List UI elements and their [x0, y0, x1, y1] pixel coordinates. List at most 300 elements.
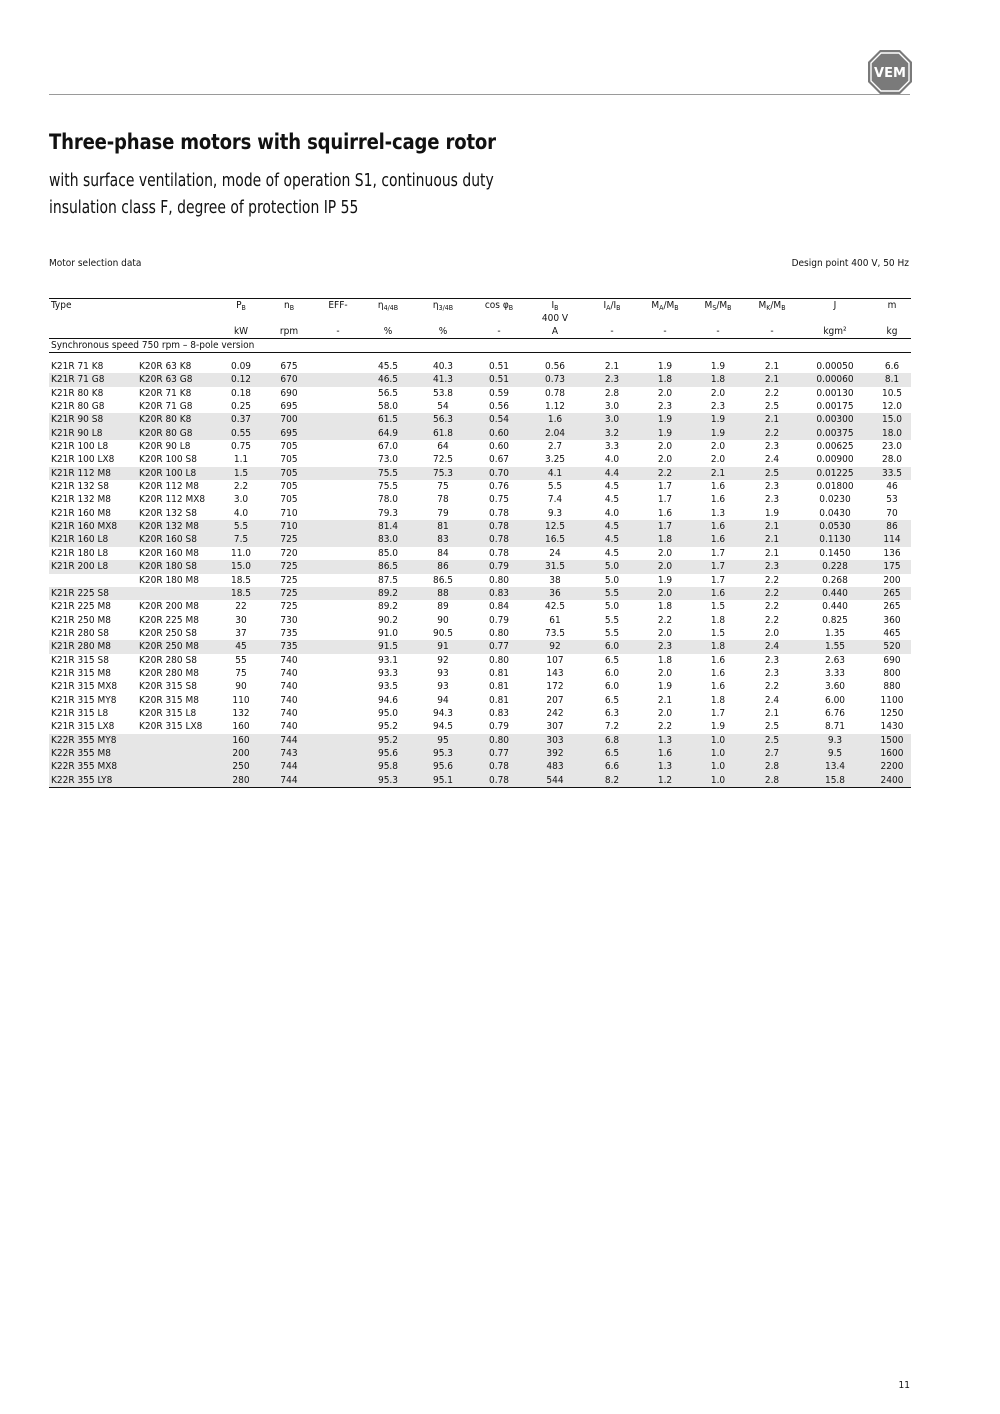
- column-header: [361, 299, 415, 313]
- value-cell: 86: [415, 560, 471, 573]
- value-cell: 1.8: [641, 373, 689, 386]
- column-unit: -: [471, 325, 527, 339]
- column-extra: [219, 312, 263, 325]
- type-cell: K21R 80 K8: [51, 387, 104, 399]
- column-header: [263, 299, 315, 313]
- value-cell: 2.0: [657, 454, 673, 466]
- type-cell: K21R 90 L8: [49, 427, 137, 440]
- value-cell: 1.8: [689, 640, 747, 653]
- value-cell: 91.5: [361, 640, 415, 653]
- value-cell: 1.8: [710, 614, 726, 626]
- value-cell: 0.78: [471, 520, 527, 533]
- value-cell: [315, 467, 361, 480]
- value-cell: 1.5: [710, 627, 726, 639]
- value-cell: 91.0: [377, 627, 399, 639]
- value-cell: 1.2: [641, 774, 689, 788]
- value-cell: 53.8: [432, 387, 454, 399]
- value-cell: 2.0: [657, 441, 673, 453]
- value-cell: 0.81: [488, 681, 510, 693]
- value-cell: 2.2: [747, 427, 797, 440]
- value-cell: 12.0: [881, 401, 903, 413]
- column-subscript: B: [554, 304, 559, 312]
- table-row: [49, 747, 911, 760]
- value-cell: 95.8: [361, 760, 415, 773]
- value-cell: 0.00175: [816, 401, 854, 413]
- table-row: [49, 627, 911, 640]
- column-subscript: S: [712, 304, 717, 312]
- value-cell: [315, 694, 361, 707]
- value-cell: 4.5: [583, 520, 641, 533]
- table-row: [49, 574, 911, 587]
- type-cell: K21R 315 LX8: [51, 721, 115, 733]
- value-cell: 0.70: [471, 467, 527, 480]
- value-cell: 710: [263, 520, 315, 533]
- column-unit: rpm: [263, 325, 315, 339]
- value-cell: 18.5: [230, 574, 252, 586]
- alt-type-cell: K20R 315 L8: [139, 707, 197, 719]
- value-cell: 0.55: [219, 427, 263, 440]
- value-cell: 136: [883, 547, 901, 559]
- column-subscript: B: [616, 304, 621, 312]
- alt-type-cell: K20R 225 M8: [139, 614, 199, 626]
- value-cell: 744: [263, 734, 315, 747]
- value-cell: 5.5: [604, 614, 620, 626]
- value-cell: 79: [437, 507, 449, 519]
- column-subscript: A: [606, 304, 611, 312]
- value-cell: 265: [883, 601, 901, 613]
- value-cell: 0.56: [544, 361, 566, 372]
- value-cell: 1.9: [657, 361, 673, 372]
- value-cell: 8.1: [873, 373, 911, 386]
- value-cell: 544: [527, 774, 583, 788]
- alt-type-cell: K20R 71 K8: [139, 387, 192, 399]
- type-cell: K21R 112 M8: [49, 467, 137, 480]
- value-cell: 1.3: [641, 760, 689, 773]
- value-cell: 2.4: [764, 454, 780, 466]
- value-cell: 695: [263, 427, 315, 440]
- column-unit: [137, 325, 219, 339]
- value-cell: [315, 654, 361, 667]
- alt-type-cell: K20R 315 S8: [139, 681, 197, 693]
- value-cell: 2.5: [764, 721, 780, 733]
- value-cell: 0.0230: [819, 494, 851, 506]
- column-header: [471, 299, 527, 313]
- value-cell: 89: [437, 601, 449, 613]
- value-cell: 1.3: [641, 734, 689, 747]
- column-subscript: B: [727, 304, 732, 312]
- value-cell: 58.0: [377, 401, 399, 413]
- value-cell: 0.79: [488, 614, 510, 626]
- value-cell: 880: [883, 681, 901, 693]
- type-cell: K21R 250 M8: [51, 614, 111, 626]
- value-cell: 37: [235, 627, 247, 639]
- section-row: [49, 339, 911, 353]
- type-cell: K21R 315 M8: [51, 667, 111, 679]
- value-cell: 360: [883, 614, 901, 626]
- column-symbol-tail: /M: [716, 300, 728, 311]
- type-cell: K21R 80 G8: [51, 401, 105, 413]
- value-cell: 705: [280, 494, 298, 506]
- type-cell: K21R 71 G8: [49, 373, 137, 386]
- value-cell: 132: [232, 707, 250, 719]
- column-symbol-tail: /M: [770, 300, 782, 311]
- value-cell: 6.5: [583, 747, 641, 760]
- value-cell: 725: [280, 601, 298, 613]
- column-subscript: 3/4B: [438, 304, 454, 312]
- value-cell: 2.2: [764, 614, 780, 626]
- value-cell: 2.0: [764, 627, 780, 639]
- column-extra: [415, 312, 471, 325]
- column-unit: [49, 325, 137, 339]
- value-cell: 0.00625: [816, 441, 854, 453]
- value-cell: 690: [280, 387, 298, 399]
- column-extra: [689, 312, 747, 325]
- value-cell: 0.78: [471, 760, 527, 773]
- value-cell: 2.0: [657, 547, 673, 559]
- value-cell: 2.1: [764, 707, 780, 719]
- value-cell: 2.5: [764, 401, 780, 413]
- value-cell: 160: [219, 734, 263, 747]
- value-cell: 2.0: [710, 441, 726, 453]
- value-cell: 1.6: [641, 747, 689, 760]
- column-header: [527, 299, 583, 313]
- value-cell: 42.5: [544, 601, 566, 613]
- value-cell: 61: [549, 614, 561, 626]
- type-cell: K21R 132 M8: [51, 494, 111, 506]
- column-unit: kgm²: [797, 325, 873, 339]
- value-cell: 2.2: [657, 614, 673, 626]
- units-row: [49, 325, 911, 339]
- value-cell: 0.12: [219, 373, 263, 386]
- column-subscript: B: [508, 304, 514, 312]
- value-cell: 36: [527, 587, 583, 600]
- value-cell: 86.5: [361, 560, 415, 573]
- subtitle-line-1: with surface ventilation, mode of operation S1, continuous duty: [49, 170, 494, 191]
- value-cell: 740: [280, 667, 298, 679]
- value-cell: 53: [886, 494, 898, 506]
- value-cell: 2.3: [641, 640, 689, 653]
- value-cell: 0.78: [488, 507, 510, 519]
- alt-type-cell: K20R 180 S8: [137, 560, 219, 573]
- value-cell: 2.3: [747, 560, 797, 573]
- value-cell: 95: [415, 734, 471, 747]
- column-extra: 400 V: [541, 313, 569, 324]
- table-row: [49, 600, 911, 613]
- value-cell: 7.5: [219, 533, 263, 546]
- value-cell: [315, 707, 361, 720]
- alt-type-cell: K20R 63 G8: [137, 373, 219, 386]
- value-cell: 95.3: [415, 747, 471, 760]
- column-header: [747, 299, 797, 313]
- value-cell: 5.0: [604, 574, 620, 586]
- value-cell: 31.5: [527, 560, 583, 573]
- column-header: [49, 299, 137, 313]
- value-cell: 4.4: [583, 467, 641, 480]
- value-cell: 465: [883, 627, 901, 639]
- table-row: [49, 413, 911, 426]
- value-cell: 0.0430: [819, 507, 851, 519]
- value-cell: 143: [546, 667, 564, 679]
- value-cell: 95.1: [415, 774, 471, 788]
- value-cell: 735: [263, 640, 315, 653]
- value-cell: 1100: [880, 694, 904, 706]
- value-cell: 5.5: [583, 587, 641, 600]
- table-row: [49, 707, 911, 720]
- value-cell: 73.0: [377, 454, 399, 466]
- value-cell: 12.5: [527, 520, 583, 533]
- value-cell: 725: [263, 587, 315, 600]
- value-cell: 84: [437, 547, 449, 559]
- column-header: [137, 299, 219, 313]
- alt-type-cell: K20R 90 L8: [139, 441, 191, 453]
- value-cell: [315, 547, 361, 560]
- value-cell: 1430: [880, 721, 904, 733]
- value-cell: 0.00130: [816, 387, 854, 399]
- column-extra: [797, 312, 873, 325]
- type-cell: K21R 280 M8: [49, 640, 137, 653]
- value-cell: [315, 720, 361, 733]
- value-cell: 690: [883, 654, 901, 666]
- value-cell: 3.33: [824, 667, 846, 679]
- value-cell: 75.5: [361, 467, 415, 480]
- value-cell: 24: [549, 547, 561, 559]
- value-cell: 1.55: [797, 640, 873, 653]
- value-cell: 0.83: [488, 707, 510, 719]
- value-cell: 94.5: [432, 721, 454, 733]
- table-row: [49, 640, 911, 653]
- value-cell: 3.3: [604, 441, 620, 453]
- value-cell: 2.3: [583, 373, 641, 386]
- value-cell: 1.9: [710, 361, 726, 372]
- table-row: [49, 560, 911, 573]
- table-row: [49, 373, 911, 386]
- value-cell: [315, 574, 361, 587]
- column-unit: %: [361, 325, 415, 339]
- value-cell: 1.6: [710, 481, 726, 493]
- value-cell: 45: [219, 640, 263, 653]
- column-subscript: A: [659, 304, 664, 312]
- value-cell: 11.0: [230, 547, 252, 559]
- type-cell: K21R 90 S8: [49, 413, 137, 426]
- value-cell: 307: [546, 721, 564, 733]
- column-unit: -: [583, 325, 641, 339]
- vem-logo: [866, 48, 914, 96]
- value-cell: 670: [263, 373, 315, 386]
- value-cell: 0.25: [230, 401, 252, 413]
- value-cell: 265: [873, 587, 911, 600]
- column-extra: [361, 312, 415, 325]
- column-extra: [747, 312, 797, 325]
- value-cell: 90: [235, 681, 247, 693]
- value-cell: 40.3: [432, 361, 454, 372]
- spacer: [49, 353, 911, 361]
- value-cell: 0.228: [797, 560, 873, 573]
- value-cell: 0.79: [471, 560, 527, 573]
- alt-type-cell: K20R 280 M8: [139, 667, 199, 679]
- value-cell: 95.2: [377, 721, 399, 733]
- column-symbol: m: [887, 300, 897, 311]
- column-extra: [137, 312, 219, 325]
- value-cell: 172: [546, 681, 564, 693]
- type-cell: K21R 315 S8: [51, 654, 109, 666]
- value-cell: 2.2: [641, 467, 689, 480]
- alt-type-cell: K20R 80 G8: [137, 427, 219, 440]
- value-cell: 46.5: [361, 373, 415, 386]
- alt-type-cell: K20R 280 S8: [139, 654, 197, 666]
- value-cell: 85.0: [377, 547, 399, 559]
- table-row: [49, 427, 911, 440]
- header-rule: [49, 94, 910, 95]
- value-cell: 5.0: [604, 601, 620, 613]
- value-cell: 710: [280, 507, 298, 519]
- value-cell: 90.2: [377, 614, 399, 626]
- value-cell: 15.8: [797, 774, 873, 788]
- column-subscript: 4/4B: [383, 304, 399, 312]
- value-cell: 0.00050: [816, 361, 854, 372]
- value-cell: [315, 453, 361, 466]
- value-cell: 90.5: [432, 627, 454, 639]
- value-cell: 2.1: [764, 361, 780, 372]
- value-cell: 2.3: [764, 494, 780, 506]
- value-cell: 6.6: [884, 361, 900, 372]
- value-cell: 6.8: [583, 734, 641, 747]
- value-cell: [315, 667, 361, 680]
- alt-type-cell: K20R 80 K8: [137, 413, 219, 426]
- value-cell: 10.5: [881, 387, 903, 399]
- column-unit: %: [415, 325, 471, 339]
- value-cell: 0.18: [230, 387, 252, 399]
- column-extra: [263, 312, 315, 325]
- value-cell: 0.00375: [797, 427, 873, 440]
- value-cell: 81.4: [361, 520, 415, 533]
- table-row: [49, 453, 911, 466]
- value-cell: 22: [235, 601, 247, 613]
- value-cell: 6.5: [604, 654, 620, 666]
- value-cell: 3.2: [583, 427, 641, 440]
- value-cell: 9.5: [797, 747, 873, 760]
- value-cell: 0.54: [471, 413, 527, 426]
- value-cell: 2.0: [710, 454, 726, 466]
- value-cell: 0.00900: [816, 454, 854, 466]
- value-cell: 0.78: [544, 387, 566, 399]
- value-cell: 0.83: [471, 587, 527, 600]
- value-cell: 740: [280, 707, 298, 719]
- value-cell: 2.3: [657, 401, 673, 413]
- value-cell: 86.5: [432, 574, 454, 586]
- column-header: [415, 299, 471, 313]
- value-cell: 200: [883, 574, 901, 586]
- value-cell: 1.9: [764, 507, 780, 519]
- value-cell: 0.76: [488, 481, 510, 493]
- value-cell: 8.2: [583, 774, 641, 788]
- value-cell: 744: [263, 760, 315, 773]
- value-cell: 0.80: [488, 627, 510, 639]
- table-row: [49, 760, 911, 773]
- value-cell: 93.5: [377, 681, 399, 693]
- alt-type-cell: K20R 100 L8: [137, 467, 219, 480]
- value-cell: 6.3: [604, 707, 620, 719]
- value-cell: 2.04: [527, 427, 583, 440]
- value-cell: 64.9: [361, 427, 415, 440]
- type-cell: K22R 355 MX8: [49, 760, 137, 773]
- value-cell: 725: [263, 533, 315, 546]
- type-cell: K21R 100 LX8: [51, 454, 115, 466]
- value-cell: 56.5: [377, 387, 399, 399]
- type-cell: K21R 71 K8: [51, 361, 104, 372]
- selection-label: Motor selection data: [49, 258, 142, 269]
- type-cell: K21R 315 MX8: [51, 681, 118, 693]
- type-cell: K21R 225 M8: [51, 601, 111, 613]
- type-cell: K21R 100 L8: [51, 441, 109, 453]
- value-cell: [315, 507, 361, 520]
- value-cell: 1.6: [710, 654, 726, 666]
- value-cell: 0.51: [488, 361, 510, 372]
- value-cell: 1.5: [710, 601, 726, 613]
- value-cell: 61.8: [415, 427, 471, 440]
- value-cell: 15.0: [219, 560, 263, 573]
- value-cell: 1.6: [689, 520, 747, 533]
- column-header: [219, 299, 263, 313]
- value-cell: 0.37: [219, 413, 263, 426]
- value-cell: 92: [527, 640, 583, 653]
- value-cell: 2.4: [747, 640, 797, 653]
- column-symbol: P: [236, 300, 242, 311]
- value-cell: 79.3: [377, 507, 399, 519]
- value-cell: 0.268: [822, 574, 848, 586]
- value-cell: 1.7: [689, 560, 747, 573]
- value-cell: 0.78: [471, 533, 527, 546]
- value-cell: 520: [873, 640, 911, 653]
- value-cell: 92: [437, 654, 449, 666]
- column-unit: kg: [873, 325, 911, 339]
- value-cell: 2.2: [657, 721, 673, 733]
- value-cell: 110: [232, 694, 250, 706]
- value-cell: 2.1: [657, 694, 673, 706]
- value-cell: 705: [263, 467, 315, 480]
- table-row: [49, 440, 911, 453]
- value-cell: [315, 640, 361, 653]
- value-cell: 392: [527, 747, 583, 760]
- value-cell: 280: [219, 774, 263, 788]
- value-cell: 9.3: [797, 734, 873, 747]
- value-cell: 1.9: [641, 413, 689, 426]
- table-row: [49, 734, 911, 747]
- column-subscript: K: [766, 304, 771, 312]
- type-cell: K21R 160 M8: [51, 507, 111, 519]
- value-cell: 61.5: [361, 413, 415, 426]
- value-cell: 75: [437, 481, 449, 493]
- value-cell: 1.35: [824, 627, 846, 639]
- value-cell: 2.1: [747, 533, 797, 546]
- value-cell: 1.6: [527, 413, 583, 426]
- table-row: [49, 720, 911, 733]
- table-row: [49, 400, 911, 413]
- table-row: [49, 587, 911, 600]
- value-cell: 250: [219, 760, 263, 773]
- value-cell: 705: [280, 481, 298, 493]
- value-cell: 107: [546, 654, 564, 666]
- value-cell: 2.1: [764, 547, 780, 559]
- value-cell: 0.84: [488, 601, 510, 613]
- column-header: [583, 299, 641, 313]
- value-cell: 0.75: [230, 441, 252, 453]
- value-cell: 4.5: [604, 481, 620, 493]
- value-cell: 0.0530: [797, 520, 873, 533]
- value-cell: 0.440: [797, 587, 873, 600]
- value-cell: 303: [527, 734, 583, 747]
- column-symbol: η: [432, 300, 439, 311]
- value-cell: 2.0: [710, 387, 726, 399]
